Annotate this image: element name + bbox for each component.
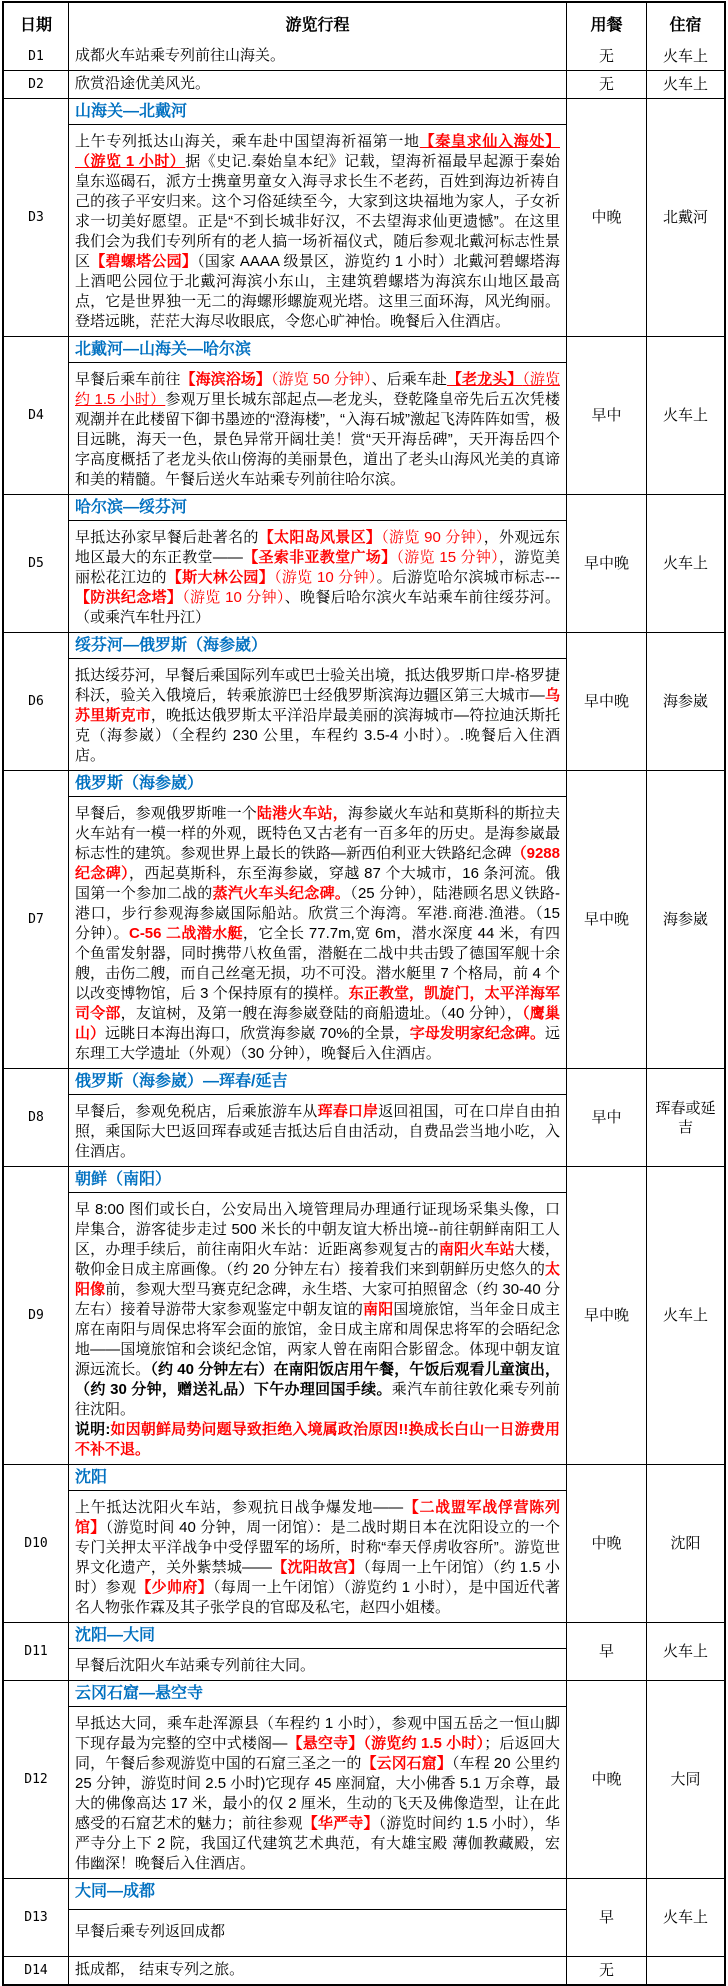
plain-text: 海参崴火车站和莫斯科的斯拉夫火车站有一模一样的外观，既特色又古老有一百多年的历史。是海参崴最标志性的建筑。参观世界上最长的铁路—新西伯利亚大铁路纪念碑 [75,805,560,862]
program-cell [68,771,566,1068]
plain-text: ，游览美丽松花江边的 [75,549,560,586]
program-paragraph [75,1714,560,1874]
highlight-text: （游览 10 分钟） [182,589,285,606]
meal-cell: 早 [566,1879,646,1956]
stay-cell: 沈阳 [646,1465,724,1622]
day-cell: D10 [24,1536,48,1551]
program-paragraph [75,1498,560,1618]
plain-text: 、后乘车赴 [371,371,447,388]
day-cell: D6 [28,694,44,709]
highlight-text: 珲春口岸 [317,1103,379,1120]
program-cell [68,1879,566,1956]
route-title: 绥芬河—俄罗斯（海参崴） [69,633,566,659]
program-text [69,43,566,70]
day-cell: D7 [28,912,44,927]
day-cell: D5 [28,556,44,571]
program-cell [68,495,566,632]
highlight-text: 【斯大林公园】 [166,569,275,586]
plain-text: 早 8:00 图们或长白，公安局出入境管理局办理通行证现场采集头像，口岸集合，游客徒步走过 500 米长的中朝友谊大桥出境--前往朝鲜南阳工人区，办理手续后，前往南阳火车站：近距离参观复古的 [75,1201,560,1258]
itinerary-row-d13 [4,1878,724,1956]
highlight-text: （游览约 1.5 小时） [75,371,560,408]
highlight-text: 【碧螺塔公园】 [90,253,198,270]
plain-text: ，晚抵达俄罗斯太平洋沿岸最美丽的滨海城市—符拉迪沃斯托克（海参崴）（全程约 230 公里，车程约 3.5-4 小时）。.晚餐后入住酒店。 [75,707,560,764]
meal-cell: 中晚 [566,1681,646,1878]
itinerary-table [2,1,726,1986]
program-cell [68,1465,566,1622]
plain-text: ，友谊树，及第一艘在海参崴登陆的商船遗址。（40 分钟）， [120,1005,523,1022]
highlight-text: 【防洪纪念塔】 [75,589,183,606]
plain-text: （每周一上午闭馆）（游览约 1 小时），是中国近代著名人物张作霖及其子张学良的官邸及私宅，赵四小姐楼。 [75,1579,560,1616]
program-text [69,363,566,494]
program-paragraph [75,132,560,332]
plain-text: ，西起莫斯科，东至海参崴，穿越 87 个大城市，16 条河流。俄国第一个参加二战的 [75,865,560,902]
plain-text: 。后游览哈尔滨城市标志--- [376,569,560,586]
day-cell: D14 [24,1963,48,1978]
meal-cell: 中晚 [566,1465,646,1622]
itinerary-row-d5 [4,494,724,632]
program-text [69,659,566,770]
plain-text: 早抵达孙家早餐后赴著名的 [75,529,259,546]
plain-text: 返回祖国，可在口岸自由拍照，乘国际大巴返回珲春或延吉抵达后自由活动，自费品尝当地小吃，入住酒店。 [75,1103,560,1160]
meal-cell: 中晚 [566,99,646,336]
plain-text: 乘汽车前往敦化乘专列前往沈阳。 [75,1381,560,1418]
plain-text: 上午抵达沈阳火车站，参观抗日战争爆发地—— [75,1499,404,1516]
highlight-text: （鹰巢山） [75,1005,560,1042]
highlight-text: 南阳 [363,1301,394,1318]
program-text [69,1491,566,1622]
plain-text: 早餐后沈阳火车站乘专列前往大同。 [75,1657,316,1674]
plain-text: 成都火车站乘专列前往山海关。 [75,47,286,64]
program-text [69,797,566,1068]
program-cell [68,1069,566,1166]
highlight-text: 南阳火车站 [438,1241,515,1258]
highlight-text: （游览 50 分钟） [270,371,372,388]
meal-cell: 无 [566,71,646,98]
program-text [69,1193,566,1464]
meal-cell: 无 [566,43,646,70]
itinerary-row-d12 [4,1680,724,1878]
day-cell: D12 [24,1772,48,1787]
plain-text: （每周一上午闭馆）（约 1.5 小时）参观 [75,1559,560,1596]
plain-text: 参观万里长城东部起点—老龙头，登乾隆皇帝先后五次凭楼观潮并在此楼留下御书墨迹的“澄海楼”，“入海石城”激起飞涛阵阵如雪，极目远眺，海天一色，景色异常开阔壮美！赏“天开海岳碑”，天开海岳四个字高度概括了老龙头依山傍海的美丽景色，道出了老头山海风光美的真谛和美的精髓。午餐后送火车站乘专列前往哈尔滨。 [75,391,560,488]
program-cell [68,1623,566,1680]
plain-text: （游览时间 40 分钟，周一闭馆）：是二战时期日本在沈阳设立的一个专门关押太平洋战争中受俘盟军的场所，时称“奉天俘虏收容所”。游览世界文化遗产，关外紫禁城—— [75,1519,560,1576]
highlight-text: 【少帅府】 [136,1579,213,1596]
route-title: 俄罗斯（海参崴） [69,771,566,797]
meal-cell: 早中晚 [566,495,646,632]
plain-text: 国境旅馆，当年金日成主席在南阳与周保忠将军会面的旅馆，金日成主席和周保忠将军的会晤纪念地——国境旅馆和会谈纪念馆，两家人曾在南阳合影留念。体现中朝友谊源远流长。 [75,1301,560,1378]
day-cell: D9 [28,1308,44,1323]
itinerary-row-d10 [4,1464,724,1622]
highlight-text: 【悬空寺】（游览约 1.5 小时） [287,1735,485,1752]
day-cell: D3 [28,210,44,225]
program-paragraph [75,528,560,628]
day-cell: D11 [24,1644,48,1659]
program-paragraph [75,804,560,1064]
plain-text: 远东理工大学遗址（外观）（30 分钟），晚餐后入住酒店。 [75,1025,560,1062]
plain-text: 抵成都， 结束专列之旅。 [75,1961,245,1978]
highlight-text: （游览 10 分钟） [274,569,377,586]
header-meal: 用餐 [566,3,646,43]
program-text [69,1707,566,1878]
program-cell [68,1681,566,1878]
program-paragraph [75,666,560,766]
program-text [69,125,566,336]
highlight-text: 【华严寺】 [302,1815,379,1832]
plain-text: 欣赏沿途优美风光。 [75,75,211,92]
plain-text: （25 分钟），陆港顾名思义铁路-港口，步行参观海参崴国际船站。欣赏三个海湾。军港.商港.渔港。（15 分钟）。 [75,885,560,942]
highlight-text: （游览 15 分钟） [396,549,500,566]
plain-text: 前，参观大型马赛克纪念碑，永生塔、大家可拍照留念（约 30-40 分左右）接着导游带大家参观鉴定中朝友谊的 [75,1281,560,1318]
program-paragraph [75,46,560,66]
plain-text: 早餐后乘专列返回成都 [75,1923,226,1940]
highlight-text: （9288 纪念碑） [75,845,560,882]
header-row [4,3,724,43]
day-cell: D1 [28,49,44,64]
itinerary-row-d3 [4,98,724,336]
stay-cell: 珲春或延吉 [646,1069,724,1166]
plain-text: 早餐后乘车前往 [75,371,181,388]
highlight-text: C-56 二战潜水艇 [128,925,243,942]
stay-cell: 大同 [646,1681,724,1878]
program-paragraph [75,1960,560,1980]
program-cell [68,43,566,70]
stay-cell: 火车上 [646,43,724,70]
plain-text: 、晚餐后哈尔滨火车站乘车前往绥芬河。（或乘汽车牡丹江） [75,589,560,626]
highlight-text: （约 40 分钟左右）在南阳饭店用午餐，午饭后观看儿童演出，（约 30 分钟，赠送礼品）下午办理回国手续。 [75,1361,560,1398]
stay-cell: 海参崴 [646,633,724,770]
route-title: 沈阳 [69,1465,566,1491]
route-title: 俄罗斯（海参崴）—珲春/延吉 [69,1069,566,1095]
itinerary-row-d6 [4,632,724,770]
highlight-text: 太阳像 [75,1261,560,1298]
program-text [69,521,566,632]
stay-cell: 火车上 [646,1879,724,1956]
stay-cell [646,1957,724,1984]
route-title: 大同—成都 [69,1879,566,1910]
program-cell [68,71,566,98]
plain-text: 早餐后，参观免税店，后乘旅游车从 [75,1103,318,1120]
plain-text: （游览时间约 1.5 小时），华严寺分上下 2 院，我国辽代建筑艺术典范，有大雄宝殿 薄伽教藏殿，宏伟幽深！晚餐后入住酒店。 [75,1815,560,1872]
route-title: 山海关—北戴河 [69,99,566,125]
plain-text: 抵达绥芬河，早餐后乘国际列车或巴士验关出境，抵达俄罗斯口岸-格罗捷科沃，验关入俄境后，转乘旅游巴士经俄罗斯滨海边疆区第三大城市— [75,667,560,704]
program-paragraph [75,1102,560,1162]
stay-cell: 火车上 [646,1167,724,1464]
stay-cell: 火车上 [646,1623,724,1680]
itinerary-row-d4 [4,336,724,494]
meal-cell: 早中 [566,1069,646,1166]
program-cell [68,99,566,336]
meal-cell: 早 [566,1623,646,1680]
stay-cell: 火车上 [646,495,724,632]
highlight-text: 陆港火车站， [256,805,348,822]
highlight-text: 东正教堂，凯旋门，太平洋海军司令部 [75,985,560,1022]
highlight-text: 【海滨浴场】 [180,371,271,388]
day-cell: D8 [28,1110,44,1125]
header-date: 日期 [19,16,52,34]
plain-text: 据《史记.秦始皇本纪》记载，望海祈福最早起源于秦始皇东巡碣石，派方士携童男童女入海寻求长生不老药，百姓到海边祈祷自己的孩子平安归来。这个习俗延续至今，大家到这块福地为家人，子女祈求一切美好愿望。正是“不到长城非好汉，不去望海求仙更遗憾”。在这里我们会为我们专列所有的老人搞一场祈福仪式，随后参观北戴河标志性景区 [75,153,560,270]
meal-cell: 早中 [566,337,646,494]
highlight-text: 乌苏里斯克市 [75,687,560,724]
itinerary-row-d7 [4,770,724,1068]
highlight-text: 【云冈石窟】 [361,1755,452,1772]
program-text [69,1910,566,1956]
stay-cell: 海参崴 [646,771,724,1068]
program-paragraph [75,1922,560,1942]
plain-text: 上午专列抵达山海关，乘车赴中国望海祈福第一地 [75,133,420,150]
highlight-text: （游览 90 分钟） [381,529,484,546]
highlight-text: 【沈阳故宫】 [272,1559,364,1576]
day-cell: D4 [28,408,44,423]
itinerary-row-d2 [4,70,724,98]
highlight-text: 【秦皇求仙入海处】（游览 1 小时） [75,133,560,170]
meal-cell: 早中晚 [566,771,646,1068]
plain-text: ，它全长 77.7m,宽 6m，潜水深度 44 米，有四个鱼雷发射器，同时携带八枚鱼雷，潜艇在二战中共击毁了德国军舰十余艘，击伤二艘，而自己丝毫无损，功不可没。潜水艇里 7 个格局，前 4 个以改变博物馆，后 3 个保持原有的摸样。 [75,925,560,1002]
program-text [69,1649,566,1680]
program-paragraph [75,1420,560,1460]
highlight-text: 如因朝鲜局势问题导致拒绝入境属政治原因!!换成长白山一日游费用不补不退。 [75,1421,560,1458]
itinerary-row-d11 [4,1622,724,1680]
day-cell: D2 [28,77,44,92]
route-title: 北戴河—山海关—哈尔滨 [69,337,566,363]
itinerary-row-d1 [4,43,724,70]
program-paragraph [75,1656,560,1676]
highlight-text: 蒸汽火车头纪念碑。 [212,885,351,902]
highlight-text: 【二战盟军战俘营陈列馆】 [75,1499,560,1536]
itinerary-row-d8 [4,1068,724,1166]
program-cell [68,633,566,770]
route-title: 云冈石窟—悬空寺 [69,1681,566,1707]
route-title: 哈尔滨—绥芬河 [69,495,566,521]
itinerary-row-d9 [4,1166,724,1464]
program-text [69,1095,566,1166]
highlight-text: 【太阳岛风景区】 [258,529,382,546]
program-text [69,1957,566,1984]
highlight-text: 【圣索非亚教堂广场】 [242,549,397,566]
stay-cell: 火车上 [646,71,724,98]
plain-text: （国家 AAAA 级景区，游览约 1 小时）北戴河碧螺塔海上酒吧公园位于北戴河海滨小东山，主建筑碧螺塔为海滨东山地区最高点，它是世界独一无二的海螺形螺旋观光塔。这里三面环海，风光绚丽。登塔远眺，茫茫大海尽收眼底，令您心旷神怡。晚餐后入住酒店。 [75,253,560,330]
route-title: 沈阳—大同 [69,1623,566,1649]
header-stay: 住宿 [646,3,724,43]
route-title: 朝鲜（南阳） [69,1167,566,1193]
highlight-text: 字母发明家纪念碑。 [409,1025,545,1042]
program-paragraph [75,74,560,94]
plain-text: 早抵达大同，乘车赴浑源县（车程约 1 小时），参观中国五岳之一恒山脚下现存最为完整的空中式楼阁— [75,1715,560,1752]
program-text [69,71,566,98]
header-program: 游览行程 [68,3,566,43]
program-cell [68,1957,566,1984]
plain-text: （车程 20 公里约 25 分钟，游览时间 2.5 小时)它现存 45 座洞窟，大小佛香 5.1 万余尊，最大的佛像高达 17 米，最小的仅 2 厘米，生动的飞天及佛像造型，让在此感受的石窟艺术的魅力；前往参观 [75,1755,560,1832]
program-cell [68,337,566,494]
meal-cell: 早中晚 [566,633,646,770]
itinerary-row-d14 [4,1956,724,1984]
stay-cell: 北戴河 [646,99,724,336]
program-paragraph [75,1200,560,1420]
plain-text: 大楼，敬仰金日成主席画像。（约 20 分钟左右）接着我们来到朝鲜历史悠久的 [75,1241,560,1278]
highlight-text: 【老龙头】 [446,371,523,388]
plain-text: ；后返回大同，午餐后参观游览中国的石窟三圣之一的 [75,1735,560,1772]
plain-text: 早餐后，参观俄罗斯唯一个 [75,805,257,822]
plain-text: 远眺日本海出海口，欣赏海参崴 70%的全景， [105,1025,410,1042]
plain-text: ，外观远东地区最大的东正教堂—— [75,529,560,566]
program-cell [68,1167,566,1464]
meal-cell: 早中晚 [566,1167,646,1464]
day-cell: D13 [24,1910,48,1925]
highlight-text: 说明: [75,1421,111,1438]
program-paragraph [75,370,560,490]
itinerary-rows [4,43,724,1984]
stay-cell: 火车上 [646,337,724,494]
meal-cell: 无 [566,1957,646,1984]
